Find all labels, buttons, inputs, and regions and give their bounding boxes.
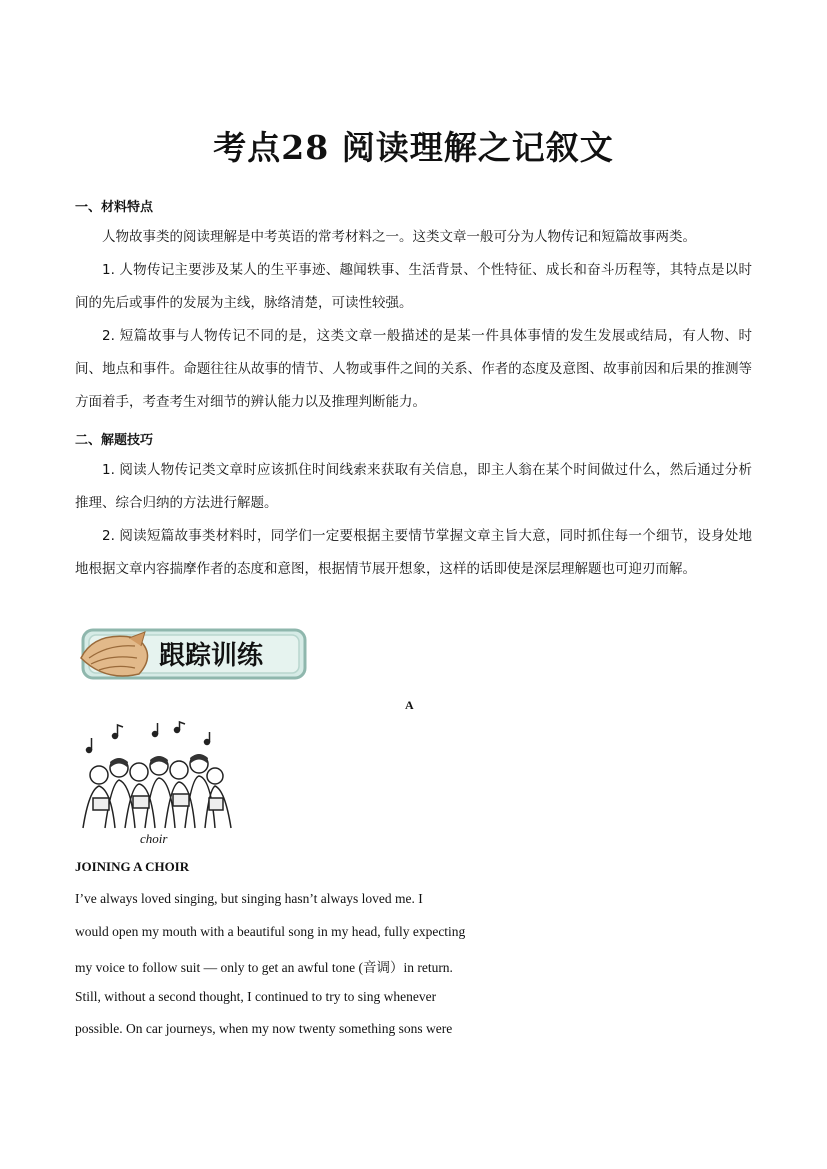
paragraph: 1. 人物传记主要涉及某人的生平事迹、趣闻轶事、生活背景、个性特征、成长和奋斗历程等，其特点是以时间的先后或事件的发展为主线，脉络清楚，可读性较强。	[75, 262, 752, 311]
music-note-icon	[153, 723, 158, 737]
passage-line: my voice to follow suit — only to get an awful tone (音调）in return.	[75, 960, 453, 975]
passage-line: I’ve always loved singing, but singing hasn’t always loved me. I	[75, 891, 423, 906]
music-note-icon	[87, 738, 92, 753]
music-note-icon	[205, 732, 210, 745]
music-note-icon	[175, 722, 186, 733]
passage-line: Still, without a second thought, I continued to try to sing whenever	[75, 989, 437, 1004]
music-note-icon	[113, 725, 124, 739]
section-heading-tips: 二、解题技巧	[75, 433, 154, 448]
practice-banner	[75, 624, 309, 684]
image-caption: choir	[140, 831, 168, 846]
passage-line: possible. On car journeys, when my now twenty something sons were	[75, 1021, 453, 1036]
page-title: 考点28 阅读理解之记叙文	[213, 128, 614, 167]
paragraph: 1. 阅读人物传记类文章时应该抓住时间线索来获取有关信息，即主人翁在某个时间做过什么，然后通过分析推理、综合归纳的方法进行解题。	[75, 462, 752, 511]
passage-label: A	[405, 698, 414, 712]
section-heading-material: 一、材料特点	[75, 200, 154, 215]
choir-illustration	[75, 720, 235, 830]
paragraph: 2. 阅读短篇故事类材料时，同学们一定要根据主要情节掌握文章主旨大意，同时抓住每一个细节，设身处地地根据文章内容揣摩作者的态度和意图，根据情节展开想象，这样的话即使是深层理解题也可迎刃而解。	[75, 528, 752, 577]
paragraph: 人物故事类的阅读理解是中考英语的常考材料之一。这类文章一般可分为人物传记和短篇故事两类。	[102, 229, 696, 245]
paragraph: 2. 短篇故事与人物传记不同的是，这类文章一般描述的是某一件具体事情的发生发展或结局，有人物、时间、地点和事件。命题往往从故事的情节、人物或事件之间的关系、作者的态度及意图、故事前因和后果的推测等方面着手，考查考生对细节的辨认能力以及推理判断能力。	[75, 328, 752, 410]
passage-line: would open my mouth with a beautiful song in my head, fully expecting	[75, 924, 466, 939]
banner-text: 跟踪训练	[159, 641, 264, 671]
passage-heading: JOINING A CHOIR	[75, 859, 190, 874]
